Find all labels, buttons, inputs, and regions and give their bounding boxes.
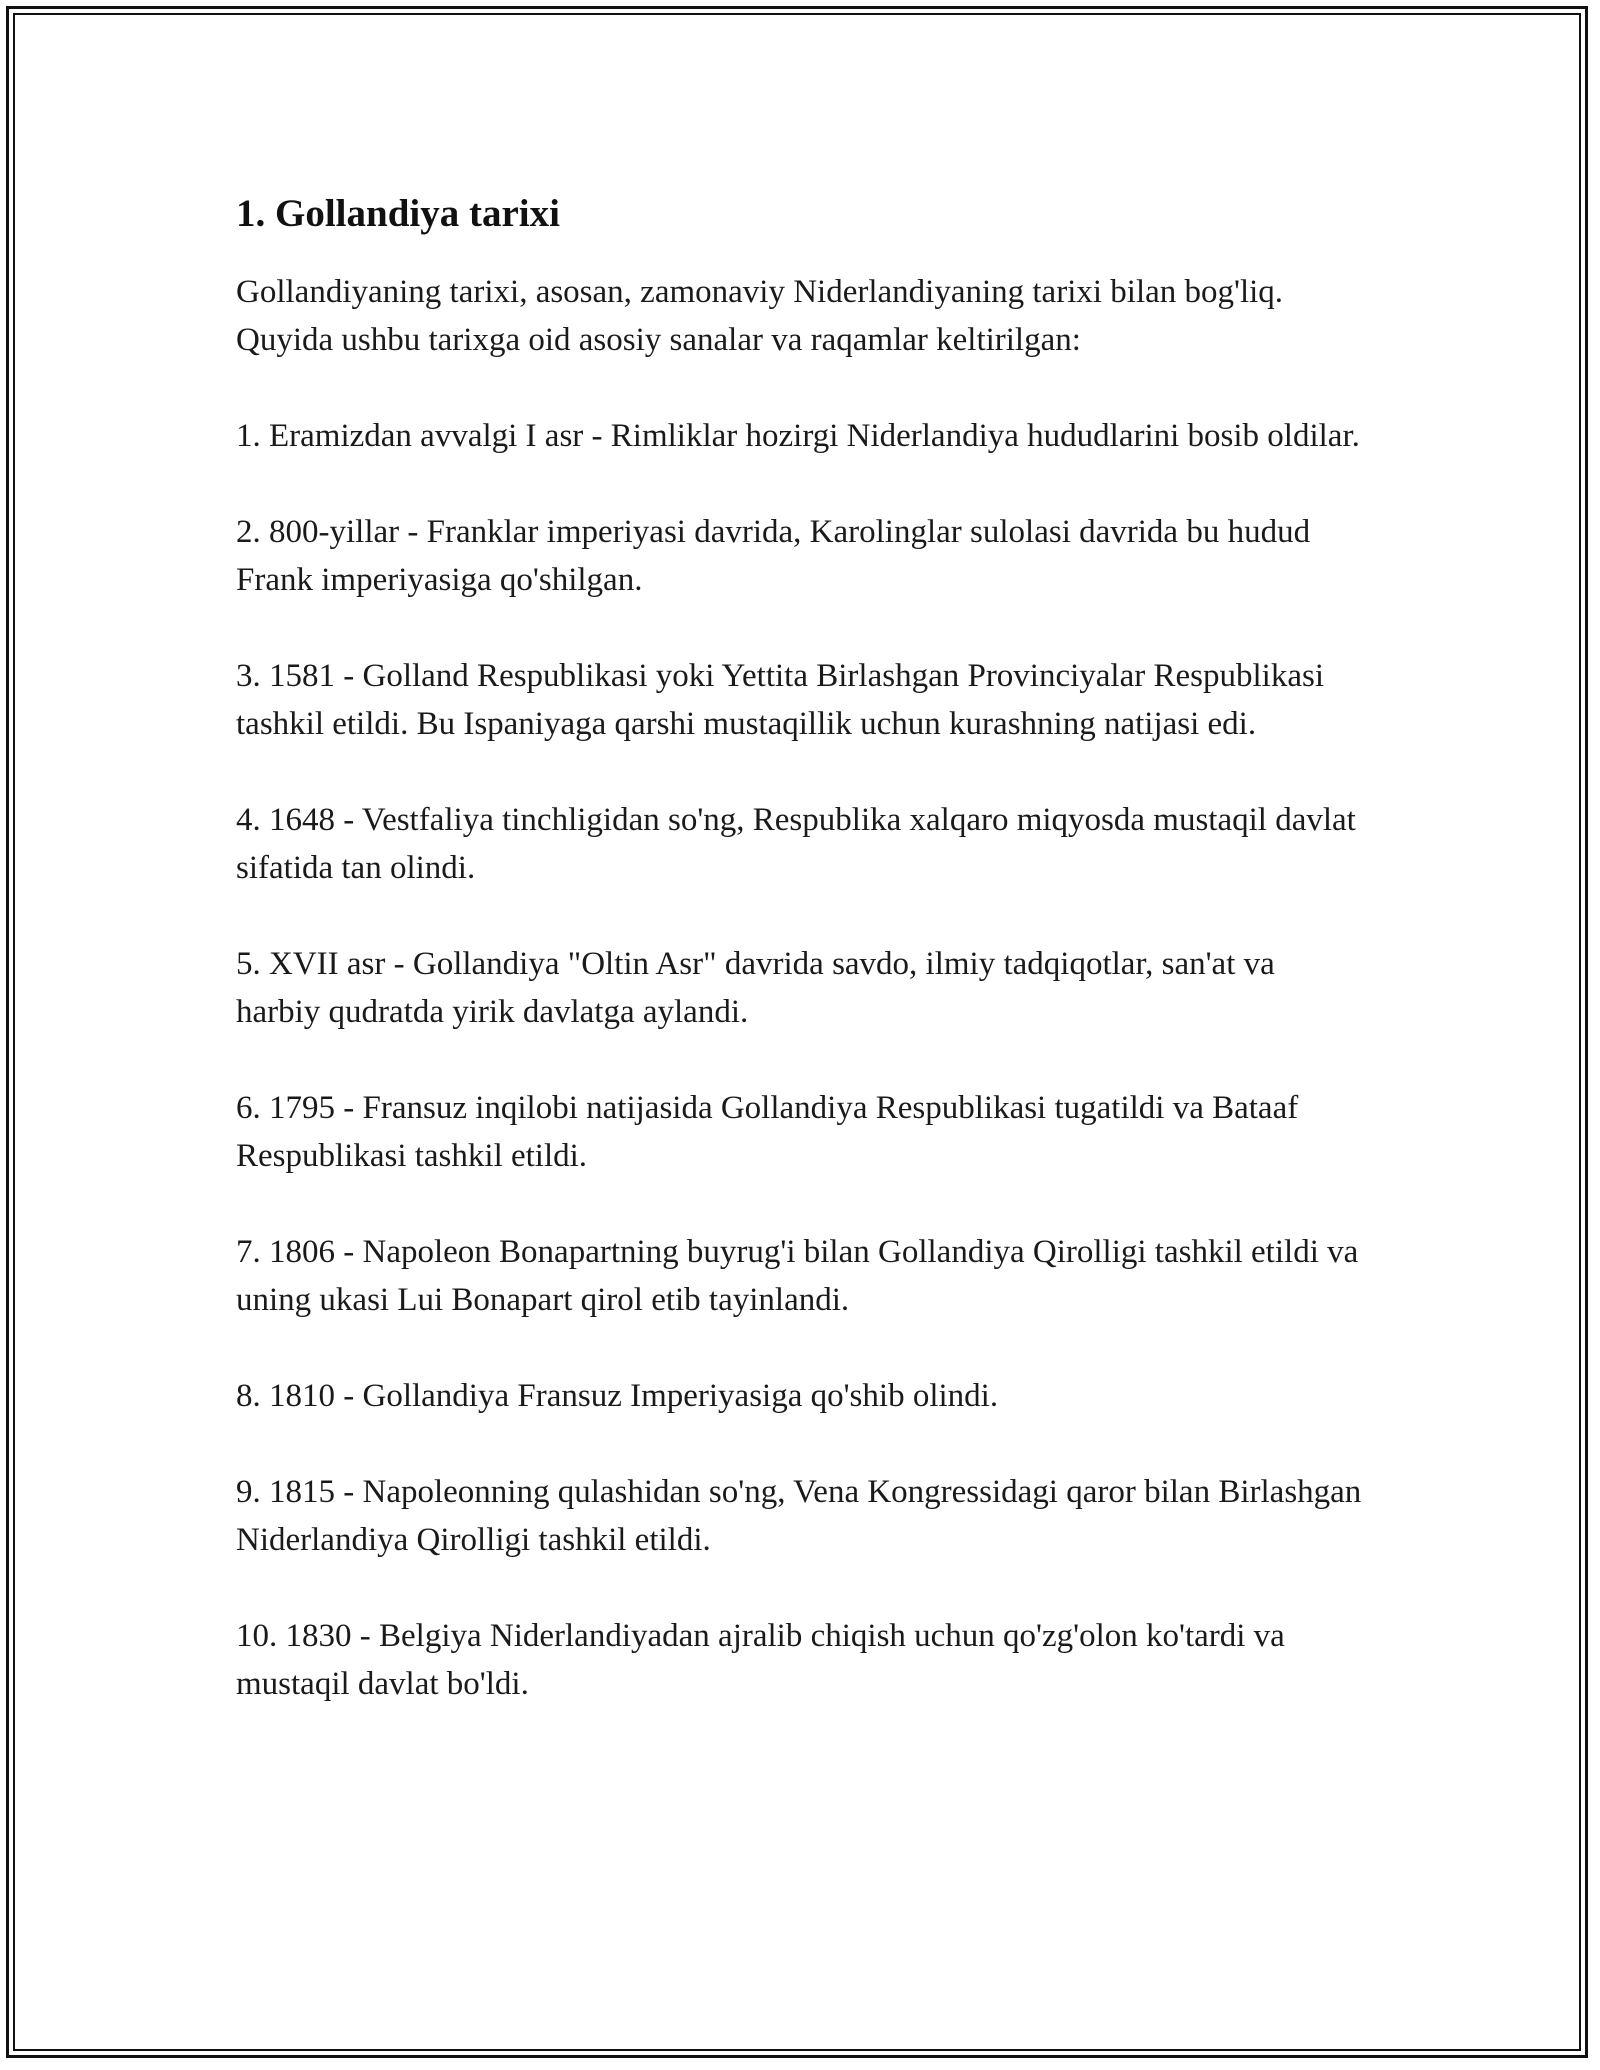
list-item: 5. XVII asr - Gollandiya "Oltin Asr" davrida savdo, ilmiy tadqiqotlar, san'at va harbiy qudratda yirik davlatga aylandi. [236, 946, 1275, 1030]
list-item: 1. Eramizdan avvalgi I asr - Rimliklar hozirgi Niderlandiya hududlarini bosib oldilar. [236, 418, 1360, 454]
list-item: 4. 1648 - Vestfaliya tinchligidan so'ng, Respublika xalqaro miqyosda mustaqil davlat sifatida tan olindi. [236, 802, 1356, 886]
list-item: 6. 1795 - Fransuz inqilobi natijasida Gollandiya Respublikasi tugatildi va Bataaf Respublikasi tashkil etildi. [236, 1090, 1299, 1174]
list-item: 9. 1815 - Napoleonning qulashidan so'ng, Vena Kongressidagi qaror bilan Birlashgan Niderlandiya Qirolligi tashkil etildi. [236, 1474, 1362, 1558]
document-body [236, 190, 1366, 1756]
list-item: 3. 1581 - Golland Respublikasi yoki Yettita Birlashgan Provinciyalar Respublikasi tashkil etildi. Bu Ispaniyaga qarshi mustaqillik uchun kurashning natijasi edi. [236, 658, 1324, 742]
list-item: 8. 1810 - Gollandiya Fransuz Imperiyasiga qo'shib olindi. [236, 1378, 999, 1414]
list-item: 2. 800-yillar - Franklar imperiyasi davrida, Karolinglar sulolasi davrida bu hudud Frank imperiyasiga qo'shilgan. [236, 514, 1311, 598]
document-title: 1. Gollandiya tarixi [236, 192, 560, 235]
list-item: 7. 1806 - Napoleon Bonapartning buyrug'i bilan Gollandiya Qirolligi tashkil etildi va uning ukasi Lui Bonapart qirol etib tayinlandi. [236, 1234, 1359, 1318]
list-item: 10. 1830 - Belgiya Niderlandiyadan ajralib chiqish uchun qo'zg'olon ko'tardi va mustaqil davlat bo'ldi. [236, 1618, 1285, 1702]
intro-paragraph: Gollandiyaning tarixi, asosan, zamonaviy Niderlandiyaning tarixi bilan bog'liq. Quyida ushbu tarixga oid asosiy sanalar va raqamlar keltirilgan: [236, 274, 1284, 358]
